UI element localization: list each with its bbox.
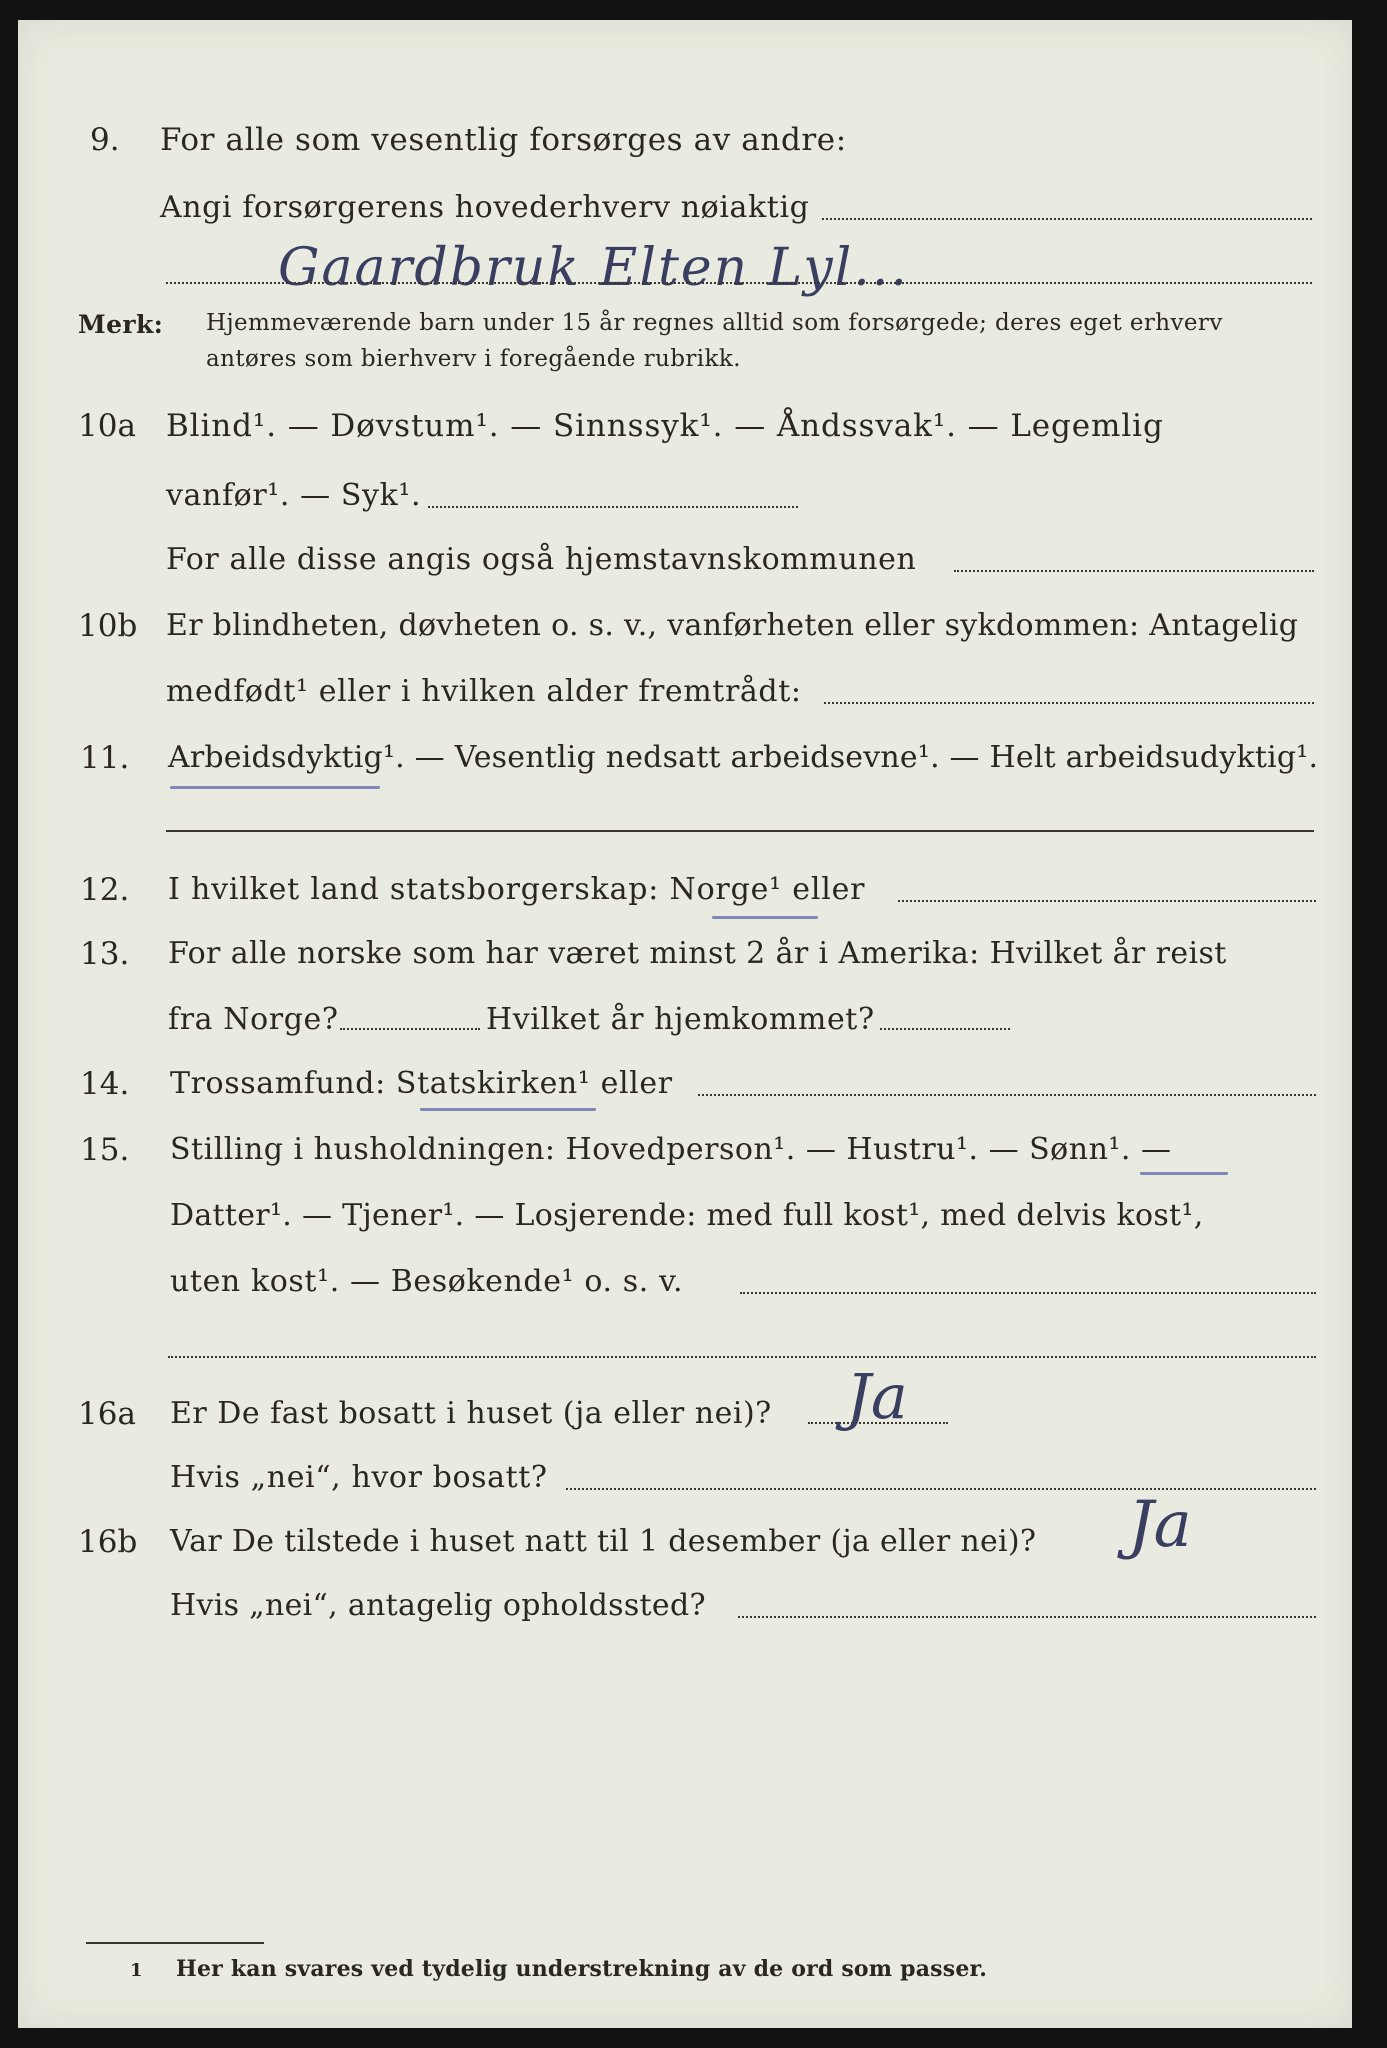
- q9-prompt-dotted-line: [822, 218, 1312, 220]
- q16a-line-2: Hvis „nei“, hvor bosatt?: [170, 1460, 548, 1495]
- q10a-line-2: vanfør¹. — Syk¹.: [166, 478, 422, 513]
- q16b-number: 16b: [78, 1524, 138, 1560]
- q15-extra-line: [168, 1356, 1316, 1358]
- q9-prompt: Angi forsørgerens hovederhverv nøiaktig: [160, 190, 810, 225]
- q16a-handwritten-answer: Ja: [846, 1360, 908, 1433]
- q11-arbeidsdyktig-underline: [170, 786, 380, 789]
- q11-line-1: Arbeidsdyktig¹. — Vesentlig nedsatt arbeidsevne¹. — Helt arbeidsudyktig¹.: [168, 740, 1319, 775]
- q11-number: 11.: [80, 740, 130, 776]
- q10b-alder-line: [824, 702, 1314, 704]
- q10b-line-2: medfødt¹ eller i hvilken alder fremtrådt:: [166, 674, 802, 709]
- q15-line-3: uten kost¹. — Besøkende¹ o. s. v.: [170, 1264, 684, 1299]
- q11-answer-line: [166, 830, 1314, 832]
- q15-sonn-underline: [1140, 1172, 1228, 1175]
- merk-line-2: antøres som bierhverv i foregående rubrikk.: [206, 346, 741, 372]
- q9-handwritten-answer: Gaardbruk Elten Lyl...: [278, 238, 909, 298]
- q9-title: For alle som vesentlig forsørges av andre:: [160, 122, 847, 158]
- q15-number: 15.: [80, 1132, 130, 1168]
- q13-hjemkommet-line: [880, 1028, 1010, 1030]
- q9-answer-line: [166, 282, 1312, 284]
- q16a-line-1: Er De fast bosatt i huset (ja eller nei)?: [170, 1396, 772, 1431]
- merk-line-1: Hjemmeværende barn under 15 år regnes alltid som forsørgede; deres eget erhverv: [206, 310, 1223, 336]
- q10b-number: 10b: [78, 608, 138, 644]
- q16b-opholdssted-line: [738, 1616, 1316, 1618]
- q12-line-1: I hvilket land statsborgerskap: Norge¹ eller: [168, 872, 866, 907]
- q12-number: 12.: [80, 872, 130, 908]
- q15-answer-line: [740, 1292, 1316, 1294]
- q12-norge-underline: [712, 916, 818, 919]
- q10a-line-1: Blind¹. — Døvstum¹. — Sinnssyk¹. — Åndssvak¹. — Legemlig: [166, 408, 1164, 444]
- q15-line-2: Datter¹. — Tjener¹. — Losjerende: med full kost¹, med delvis kost¹,: [170, 1198, 1204, 1233]
- q12-answer-line: [898, 900, 1316, 902]
- q10a-syk-line: [428, 506, 798, 508]
- q15-line-1: Stilling i husholdningen: Hovedperson¹. — Hustru¹. — Sønn¹. —: [170, 1132, 1172, 1167]
- q9-number: 9.: [90, 122, 120, 158]
- q13-line-2a: fra Norge?: [168, 1002, 339, 1037]
- q16b-handwritten-answer: Ja: [1128, 1488, 1192, 1562]
- merk-label: Merk:: [78, 310, 164, 339]
- q16b-line-1: Var De tilstede i huset natt til 1 desember (ja eller nei)?: [170, 1524, 1037, 1559]
- footnote-rule: [86, 1942, 264, 1944]
- q13-number: 13.: [80, 936, 130, 972]
- q10a-number: 10a: [78, 408, 136, 444]
- q10a-line-3: For alle disse angis også hjemstavnskommunen: [166, 542, 917, 577]
- q13-reist-line: [340, 1028, 480, 1030]
- q14-number: 14.: [80, 1066, 130, 1102]
- q10a-hjemstavn-line: [954, 570, 1314, 572]
- q16a-number: 16a: [78, 1396, 136, 1432]
- footnote-mark: 1: [130, 1960, 144, 1981]
- census-form-page: [18, 20, 1352, 2028]
- q13-line-2b: Hvilket år hjemkommet?: [486, 1002, 875, 1037]
- q10b-line-1: Er blindheten, døvheten o. s. v., vanførheten eller sykdommen: Antagelig: [166, 608, 1299, 643]
- q14-statskirken-underline: [420, 1108, 596, 1111]
- q14-line-1: Trossamfund: Statskirken¹ eller: [170, 1066, 673, 1101]
- q16b-line-2: Hvis „nei“, antagelig opholdssted?: [170, 1588, 706, 1623]
- footnote-text: Her kan svares ved tydelig understrekning av de ord som passer.: [176, 1956, 988, 1982]
- q14-answer-line: [698, 1094, 1316, 1096]
- q16a-bosatt-line: [566, 1488, 1316, 1490]
- q13-line-1: For alle norske som har været minst 2 år i Amerika: Hvilket år reist: [168, 936, 1227, 971]
